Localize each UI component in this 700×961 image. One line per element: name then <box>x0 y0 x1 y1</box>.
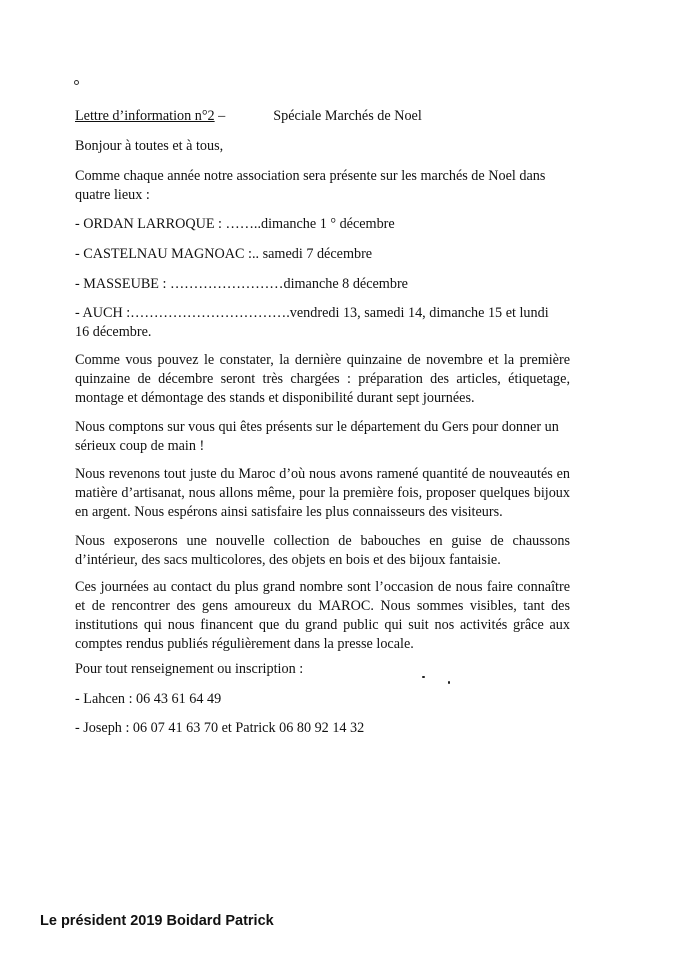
contact-item: - Joseph : 06 07 41 63 70 et Patrick 06 80 92 14 32 <box>75 720 365 736</box>
paragraph: Ces journées au contact du plus grand nombre sont l’occasion de nous faire connaître et de rencontrer des gens amoureux du MAROC. Nous sommes visibles, tant des institutions qui nous financent que du grand public qui suit nos activités grâce aux comptes rendus publiés régulièrement dans la presse locale. <box>75 579 570 652</box>
scan-speck <box>422 676 425 678</box>
signature: Le président 2019 Boidard Patrick <box>40 913 274 929</box>
location-item: - CASTELNAU MAGNOAC :.. samedi 7 décembre <box>75 246 373 262</box>
greeting: Bonjour à toutes et à tous, <box>75 138 224 154</box>
contact-item: - Lahcen : 06 43 61 64 49 <box>75 691 222 707</box>
paragraph: Nous exposerons une nouvelle collection de babouches en guise de chaussons d’intérieur, des sacs multicolores, des objets en bois et des bijoux fantaisie. <box>75 533 570 568</box>
location-item: - ORDAN LARROQUE : ……..dimanche 1 ° décembre <box>75 216 395 232</box>
paragraph: Nous comptons sur vous qui êtes présents sur le département du Gers pour donner un sérieux coup de main ! <box>75 419 559 454</box>
contact-intro: Pour tout renseignement ou inscription : <box>75 661 304 677</box>
scan-speck <box>448 681 450 684</box>
bullet-mark <box>74 80 79 85</box>
letter-title <box>75 107 422 126</box>
title-dash: – <box>214 108 226 124</box>
location-item: - AUCH :…………………………….vendredi 13, samedi 14, dimanche 15 et lundi 16 décembre. <box>75 305 549 340</box>
location-item: - MASSEUBE : ……………………dimanche 8 décembre <box>75 276 408 292</box>
paragraph: Comme vous pouvez le constater, la dernière quinzaine de novembre et la première quinzaine de décembre seront très chargées : préparation des articles, étiquetage, montage et démontage des stands et disponibilité durant sept journées. <box>75 352 570 406</box>
paragraph: Nous revenons tout juste du Maroc d’où nous avons ramené quantité de nouveautés en matière d’artisanat, nous allons même, pour la première fois, proposer quelques bijoux en argent. Nous espérons ainsi satisfaire les plus connaisseurs des visiteurs. <box>75 466 570 520</box>
title-special: Spéciale Marchés de Noel <box>273 108 422 124</box>
title-underlined: Lettre d’information n°2 <box>75 108 215 124</box>
intro-paragraph: Comme chaque année notre association sera présente sur les marchés de Noel dans quatre lieux : <box>75 168 546 203</box>
